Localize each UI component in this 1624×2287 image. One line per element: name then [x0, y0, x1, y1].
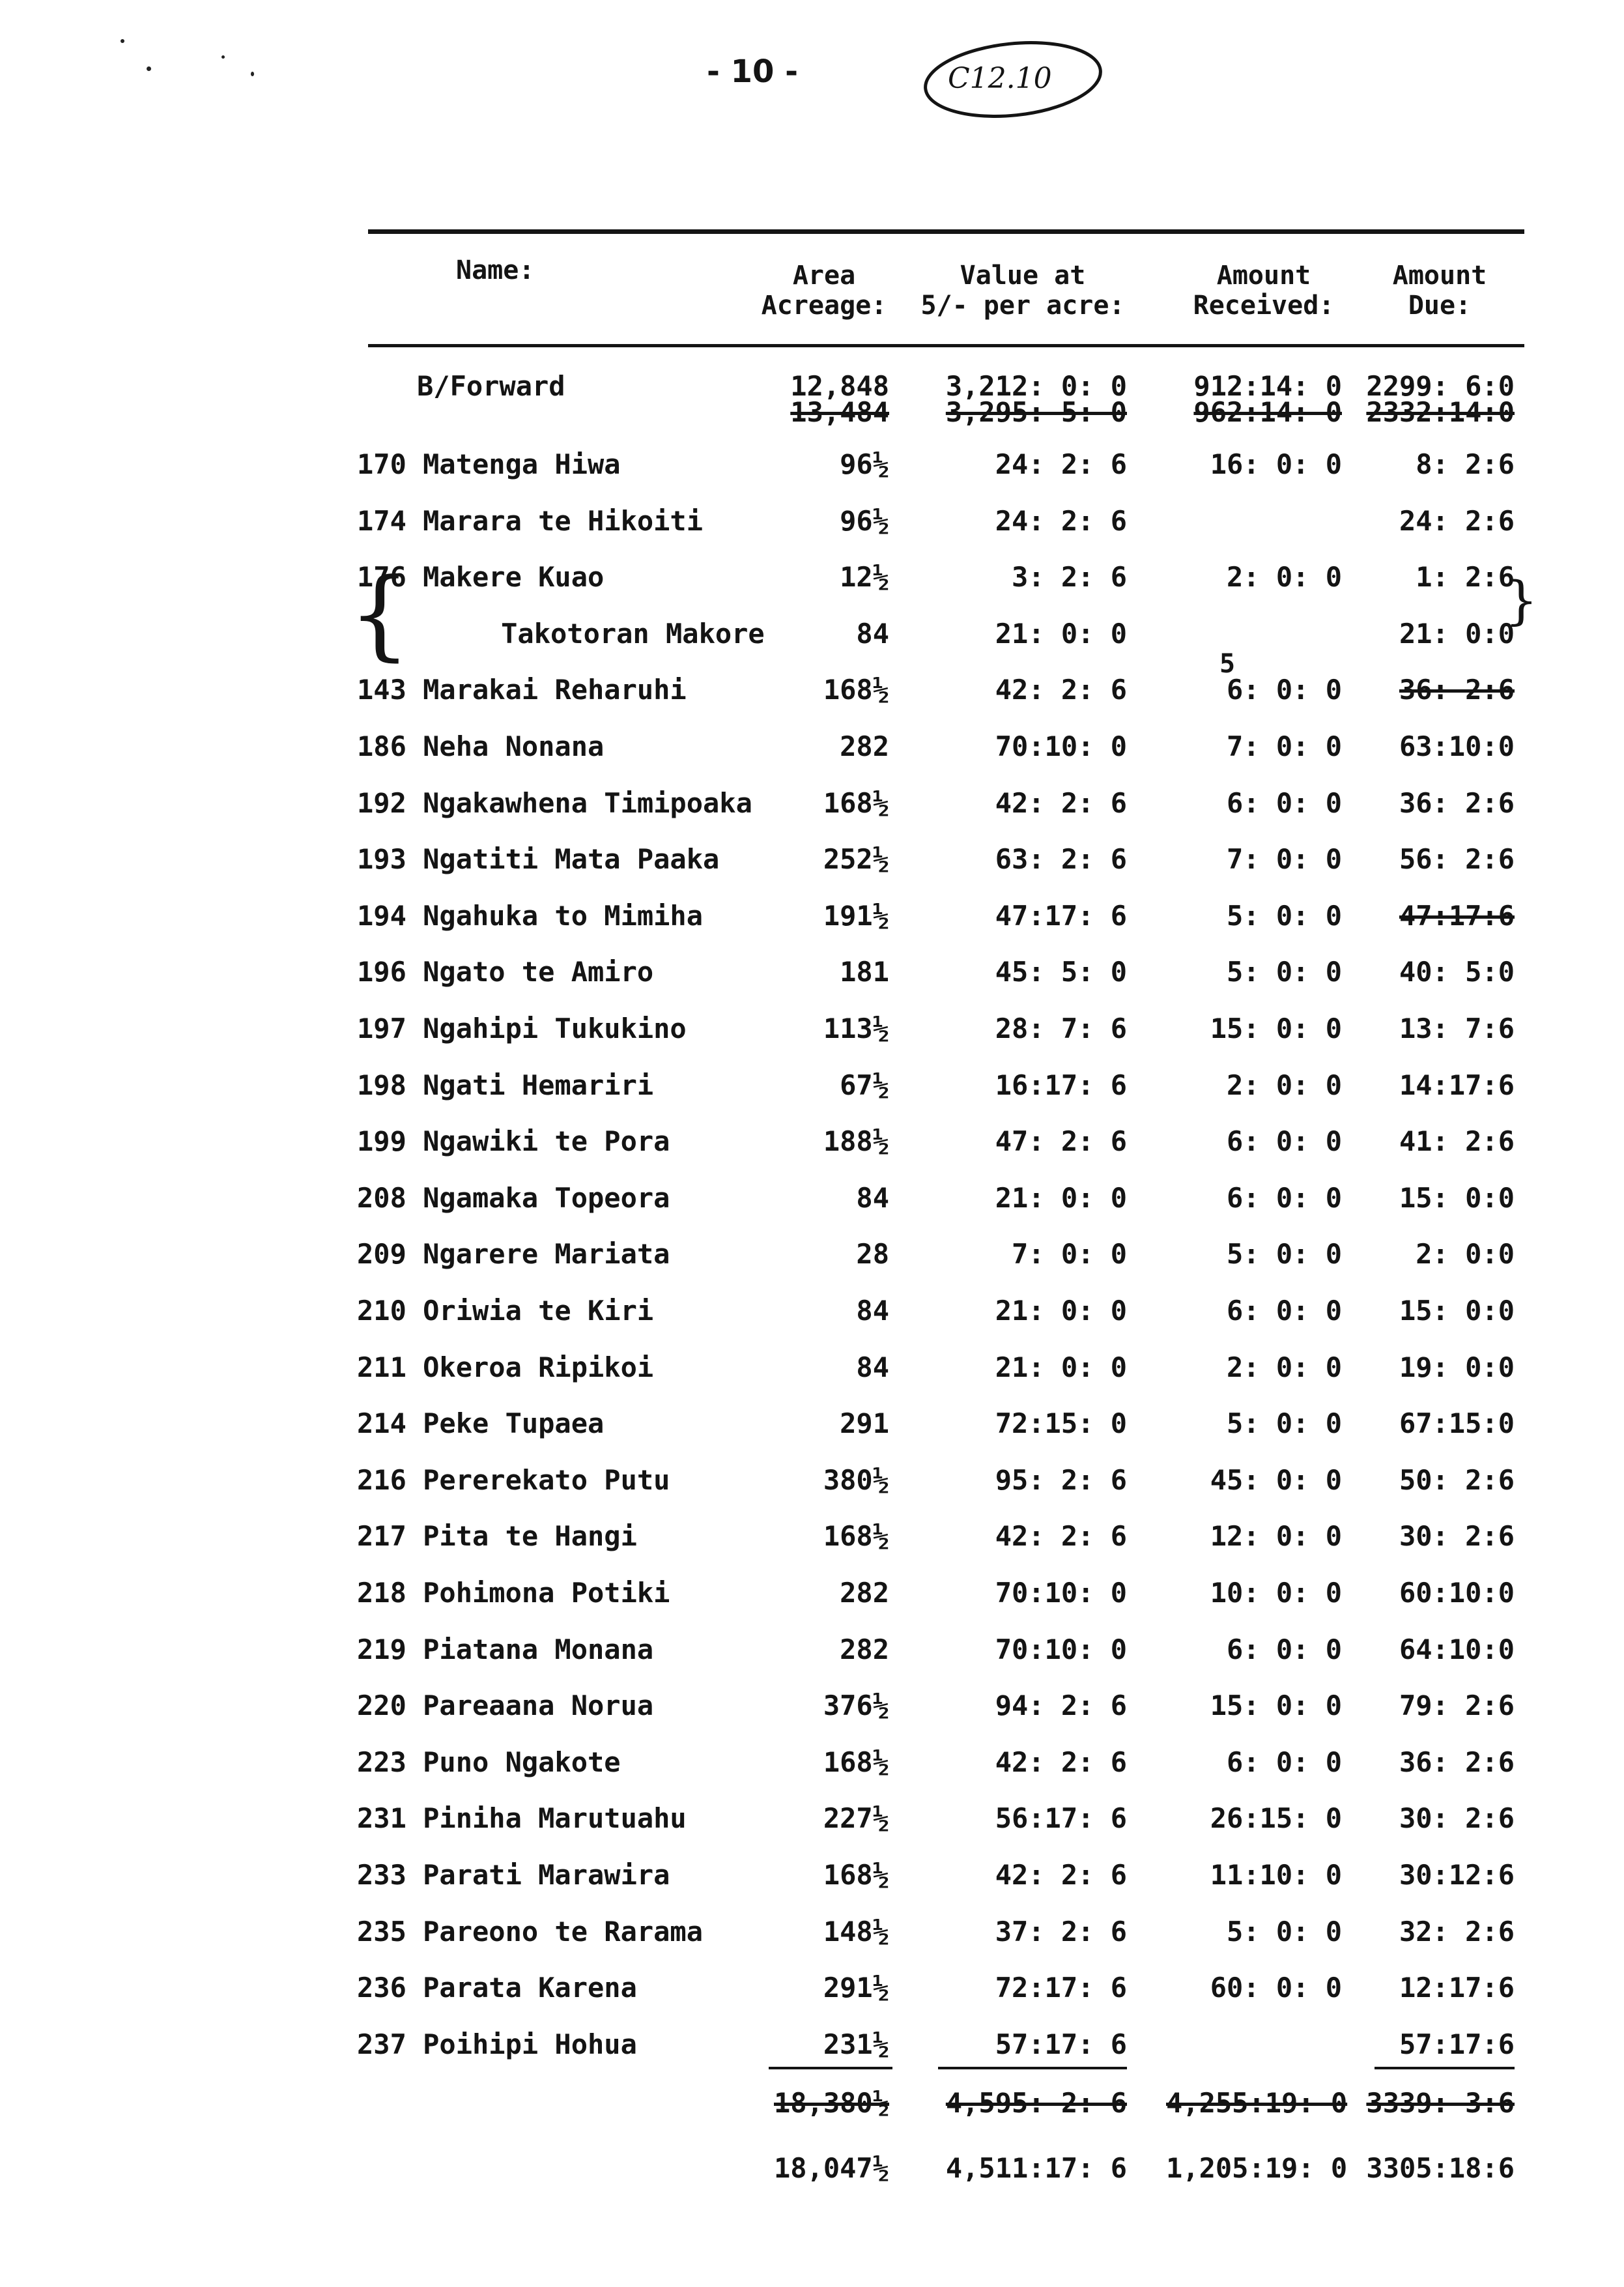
- row-area: 67½: [840, 1069, 889, 1101]
- bf-due-struck: 2332:14:0: [1366, 396, 1515, 428]
- table-row: [0, 1125, 1624, 1177]
- brought-forward-row: [0, 370, 1624, 428]
- page-number: - 10 -: [707, 53, 799, 90]
- row-received: 15: 0: 0: [1210, 1013, 1342, 1044]
- row-area: 84: [856, 618, 889, 650]
- row-value: 16:17: 6: [995, 1069, 1127, 1101]
- row-received: 6: 0: 0: [1226, 1125, 1342, 1157]
- row-due: 56: 2:6: [1399, 843, 1515, 875]
- row-area: 227½: [823, 1802, 889, 1834]
- handwritten-stamp-text: C12.10: [948, 62, 1052, 95]
- header-value: Value at 5/- per acre:: [920, 261, 1125, 321]
- table-row: [0, 730, 1624, 783]
- row-received: 7: 0: 0: [1226, 730, 1342, 762]
- row-value: 21: 0: 0: [995, 1295, 1127, 1327]
- row-due: 19: 0:0: [1399, 1351, 1515, 1383]
- row-area: 181: [840, 956, 889, 988]
- table-row: [0, 1972, 1624, 2024]
- row-name: 220 Pareaana Norua: [357, 1690, 654, 1721]
- row-value: 7: 0: 0: [1011, 1238, 1127, 1270]
- row-value: 24: 2: 6: [995, 505, 1127, 537]
- row-due: 36: 2:6: [1399, 787, 1515, 819]
- table-row: [0, 1690, 1624, 1742]
- row-received: 5: 0: 0: [1226, 1407, 1342, 1439]
- row-received: 16: 0: 0: [1210, 448, 1342, 480]
- left-brace-mark: {: [349, 558, 411, 671]
- row-value: 37: 2: 6: [995, 1916, 1127, 1948]
- row-due: 30: 2:6: [1399, 1802, 1515, 1834]
- row-due: 30:12:6: [1399, 1859, 1515, 1891]
- row-area: 168½: [823, 787, 889, 819]
- right-brace-mark: }: [1505, 570, 1538, 631]
- row-name: 197 Ngahipi Tukukino: [357, 1013, 687, 1044]
- row-due: 32: 2:6: [1399, 1916, 1515, 1948]
- row-name: 210 Oriwia te Kiri: [357, 1295, 654, 1327]
- row-due: 36: 2:6: [1399, 674, 1515, 706]
- table-row: [0, 1464, 1624, 1516]
- total-due: 3305:18:6: [1366, 2152, 1515, 2184]
- scan-speck: [221, 55, 225, 59]
- row-name: 193 Ngatiti Mata Paaka: [357, 843, 720, 875]
- row-received: 26:15: 0: [1210, 1802, 1342, 1834]
- header-name: Name:: [456, 255, 535, 285]
- row-received: 6: 0: 0: [1226, 1746, 1342, 1778]
- header-received: Amount Received:: [1193, 261, 1335, 321]
- row-area: 380½: [823, 1464, 889, 1496]
- table-row: [0, 448, 1624, 500]
- table-row: [0, 900, 1624, 952]
- table-row: [0, 1069, 1624, 1121]
- row-due: 12:17:6: [1399, 1972, 1515, 2004]
- row-value: 70:10: 0: [995, 730, 1127, 762]
- row-due: 30: 2:6: [1399, 1520, 1515, 1552]
- table-row: [0, 843, 1624, 895]
- table-row: [0, 1859, 1624, 1911]
- table-row: [0, 1577, 1624, 1629]
- row-area: 282: [840, 1633, 889, 1665]
- row-name: 233 Parati Marawira: [357, 1859, 670, 1891]
- row-due: 2: 0:0: [1416, 1238, 1515, 1270]
- received-correction: 5: [1219, 649, 1236, 679]
- row-due: 13: 7:6: [1399, 1013, 1515, 1044]
- row-value: 21: 0: 0: [995, 618, 1127, 650]
- row-due: 50: 2:6: [1399, 1464, 1515, 1496]
- row-value: 21: 0: 0: [995, 1182, 1127, 1214]
- row-received: 10: 0: 0: [1210, 1577, 1342, 1609]
- row-value: 47: 2: 6: [995, 1125, 1127, 1157]
- scan-speck: [147, 66, 151, 71]
- table-row: [0, 1746, 1624, 1798]
- row-area: 231½: [823, 2028, 889, 2060]
- row-value: 72:15: 0: [995, 1407, 1127, 1439]
- total-due-struck: 3339: 3:6: [1366, 2087, 1515, 2119]
- row-name: 236 Parata Karena: [357, 1972, 637, 2004]
- row-due: 47:17:6: [1399, 900, 1515, 932]
- row-area: 282: [840, 730, 889, 762]
- row-due: 57:17:6: [1399, 2028, 1515, 2060]
- row-value: 42: 2: 6: [995, 787, 1127, 819]
- total-area-struck: 18,380½: [773, 2087, 889, 2119]
- row-area: 168½: [823, 674, 889, 706]
- row-area: 376½: [823, 1690, 889, 1721]
- row-value: 42: 2: 6: [995, 1746, 1127, 1778]
- row-due: 21: 0:0: [1399, 618, 1515, 650]
- row-value: 42: 2: 6: [995, 1859, 1127, 1891]
- table-row: [0, 618, 1624, 670]
- row-area: 113½: [823, 1013, 889, 1044]
- header-area: Area Acreage:: [761, 261, 887, 321]
- row-value: 56:17: 6: [995, 1802, 1127, 1834]
- row-value: 3: 2: 6: [1011, 561, 1127, 593]
- bf-area-struck: 13,484: [790, 396, 889, 428]
- row-name: 208 Ngamaka Topeora: [357, 1182, 670, 1214]
- row-received: 6: 0: 0: [1226, 787, 1342, 819]
- scan-speck: [121, 39, 124, 43]
- row-name: 218 Pohimona Potiki: [357, 1577, 670, 1609]
- sum-rule-due: [1375, 2067, 1515, 2069]
- row-area: 84: [856, 1295, 889, 1327]
- row-received: 6: 0: 0: [1226, 1633, 1342, 1665]
- row-value: 45: 5: 0: [995, 956, 1127, 988]
- row-area: 252½: [823, 843, 889, 875]
- row-name: Takotoran Makore: [435, 618, 765, 650]
- row-area: 28: [856, 1238, 889, 1270]
- bf-name: B/Forward: [417, 370, 565, 402]
- row-due: 79: 2:6: [1399, 1690, 1515, 1721]
- table-row: [0, 505, 1624, 557]
- totals-row: [0, 2152, 1624, 2204]
- table-row: [0, 561, 1624, 613]
- row-area: 168½: [823, 1859, 889, 1891]
- row-due: 41: 2:6: [1399, 1125, 1515, 1157]
- row-name: 192 Ngakawhena Timipoaka: [357, 787, 752, 819]
- row-received: 15: 0: 0: [1210, 1690, 1342, 1721]
- total-value-struck: 4,595: 2: 6: [945, 2087, 1127, 2119]
- table-row: [0, 1238, 1624, 1290]
- row-name: 219 Piatana Monana: [357, 1633, 654, 1665]
- row-value: 57:17: 6: [995, 2028, 1127, 2060]
- table-row: [0, 787, 1624, 839]
- row-due: 67:15:0: [1399, 1407, 1515, 1439]
- row-due: 24: 2:6: [1399, 505, 1515, 537]
- row-name: 217 Pita te Hangi: [357, 1520, 637, 1552]
- row-due: 14:17:6: [1399, 1069, 1515, 1101]
- row-area: 291½: [823, 1972, 889, 2004]
- row-name: 211 Okeroa Ripikoi: [357, 1351, 654, 1383]
- row-area: 188½: [823, 1125, 889, 1157]
- row-name: 231 Piniha Marutuahu: [357, 1802, 687, 1834]
- table-row: [0, 2028, 1624, 2080]
- table-top-rule: [368, 229, 1524, 234]
- row-value: 28: 7: 6: [995, 1013, 1127, 1044]
- row-due: 15: 0:0: [1399, 1295, 1515, 1327]
- bf-area: 12,848: [790, 370, 889, 402]
- row-received: 45: 0: 0: [1210, 1464, 1342, 1496]
- row-received: 5: 0: 0: [1226, 1916, 1342, 1948]
- row-received: 2: 0: 0: [1226, 561, 1342, 593]
- row-name: 194 Ngahuka to Mimiha: [357, 900, 704, 932]
- row-area: 148½: [823, 1916, 889, 1948]
- row-name: 143 Marakai Reharuhi: [357, 674, 687, 706]
- sum-rule-value: [938, 2067, 1127, 2069]
- row-received: 60: 0: 0: [1210, 1972, 1342, 2004]
- row-received: 12: 0: 0: [1210, 1520, 1342, 1552]
- row-received: 6: 0: 0: [1226, 1182, 1342, 1214]
- row-received: 2: 0: 0: [1226, 1069, 1342, 1101]
- bf-value-struck: 3,295: 5: 0: [945, 396, 1127, 428]
- table-row: [0, 1916, 1624, 1968]
- row-received: 11:10: 0: [1210, 1859, 1342, 1891]
- row-area: 191½: [823, 900, 889, 932]
- row-received: 7: 0: 0: [1226, 843, 1342, 875]
- row-value: 70:10: 0: [995, 1577, 1127, 1609]
- row-area: 282: [840, 1577, 889, 1609]
- row-name: 216 Pererekato Putu: [357, 1464, 670, 1496]
- row-name: 196 Ngato te Amiro: [357, 956, 654, 988]
- row-value: 24: 2: 6: [995, 448, 1127, 480]
- row-due: 63:10:0: [1399, 730, 1515, 762]
- table-row: [0, 956, 1624, 1008]
- row-value: 42: 2: 6: [995, 1520, 1127, 1552]
- row-area: 96½: [840, 505, 889, 537]
- row-value: 95: 2: 6: [995, 1464, 1127, 1496]
- row-received: 6: 0: 0: [1226, 1295, 1342, 1327]
- row-area: 84: [856, 1182, 889, 1214]
- table-row: [0, 1182, 1624, 1234]
- row-name: 176 Makere Kuao: [357, 561, 605, 593]
- row-area: 12½: [840, 561, 889, 593]
- header-due: Amount Due:: [1392, 261, 1487, 321]
- table-row: [0, 1802, 1624, 1854]
- table-row: [0, 1351, 1624, 1403]
- scan-speck: [251, 72, 254, 76]
- row-area: 96½: [840, 448, 889, 480]
- row-due: 1: 2:6: [1416, 561, 1515, 593]
- row-received: 5: 0: 0: [1226, 1238, 1342, 1270]
- totals-struck-row: [0, 2087, 1624, 2139]
- row-due: 36: 2:6: [1399, 1746, 1515, 1778]
- row-received: 5: 0: 0: [1226, 956, 1342, 988]
- row-due: 64:10:0: [1399, 1633, 1515, 1665]
- bf-received: 912:14: 0: [1193, 370, 1342, 402]
- row-area: 168½: [823, 1520, 889, 1552]
- row-name: 198 Ngati Hemariri: [357, 1069, 654, 1101]
- total-received: 1,205:19: 0: [1166, 2152, 1348, 2184]
- row-value: 63: 2: 6: [995, 843, 1127, 875]
- row-area: 168½: [823, 1746, 889, 1778]
- table-row: [0, 1013, 1624, 1065]
- row-due: 8: 2:6: [1416, 448, 1515, 480]
- table-row: [0, 649, 1624, 726]
- row-received: 6: 0: 0: [1226, 674, 1342, 706]
- total-received-struck: 4,255:19: 0: [1166, 2087, 1348, 2119]
- row-received: 5: 0: 0: [1226, 900, 1342, 932]
- total-value: 4,511:17: 6: [945, 2152, 1127, 2184]
- row-due: 15: 0:0: [1399, 1182, 1515, 1214]
- table-row: [0, 1633, 1624, 1686]
- row-due: 60:10:0: [1399, 1577, 1515, 1609]
- row-name: 237 Poihipi Hohua: [357, 2028, 637, 2060]
- row-value: 42: 2: 6: [995, 674, 1127, 706]
- row-name: 223 Puno Ngakote: [357, 1746, 621, 1778]
- row-area: 84: [856, 1351, 889, 1383]
- row-due: 40: 5:0: [1399, 956, 1515, 988]
- row-name: 235 Pareono te Rarama: [357, 1916, 704, 1948]
- row-area: 291: [840, 1407, 889, 1439]
- row-received: 2: 0: 0: [1226, 1351, 1342, 1383]
- row-name: 170 Matenga Hiwa: [357, 448, 621, 480]
- row-value: 47:17: 6: [995, 900, 1127, 932]
- bf-received-struck: 962:14: 0: [1193, 396, 1342, 428]
- row-name: 209 Ngarere Mariata: [357, 1238, 670, 1270]
- row-value: 72:17: 6: [995, 1972, 1127, 2004]
- header-bottom-rule: [368, 344, 1524, 347]
- sum-rule-area: [769, 2067, 892, 2069]
- bf-value: 3,212: 0: 0: [945, 370, 1127, 402]
- row-name: 214 Peke Tupaea: [357, 1407, 605, 1439]
- table-row: [0, 1407, 1624, 1460]
- bf-due: 2299: 6:0: [1366, 370, 1515, 402]
- row-name: 199 Ngawiki te Pora: [357, 1125, 670, 1157]
- row-value: 94: 2: 6: [995, 1690, 1127, 1721]
- total-area: 18,047½: [773, 2152, 889, 2184]
- row-name: 186 Neha Nonana: [357, 730, 605, 762]
- row-value: 21: 0: 0: [995, 1351, 1127, 1383]
- row-name: 174 Marara te Hikoiti: [357, 505, 704, 537]
- row-value: 70:10: 0: [995, 1633, 1127, 1665]
- table-row: [0, 1295, 1624, 1347]
- table-row: [0, 1520, 1624, 1572]
